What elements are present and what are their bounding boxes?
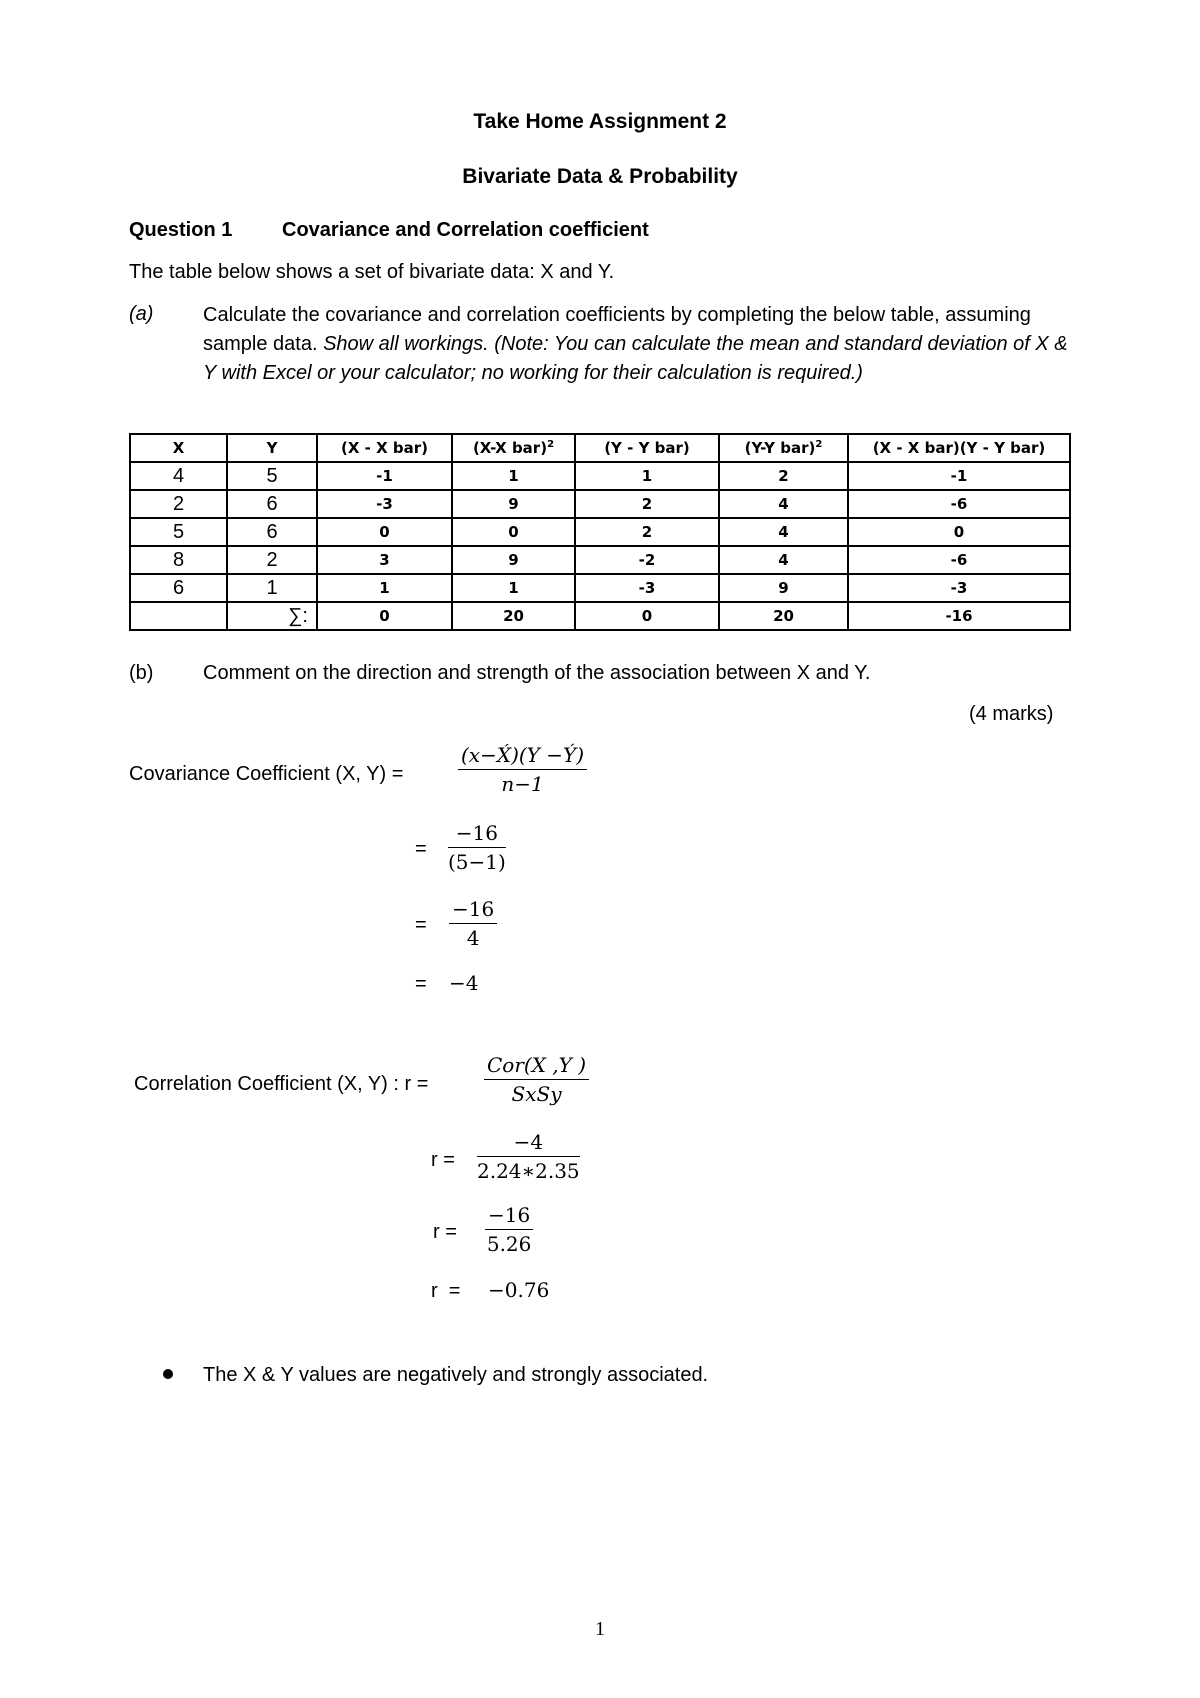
covariance-step2-numerator: −16 (449, 897, 497, 924)
part-b-text: Comment on the direction and strength of the association between X and Y. (203, 662, 871, 684)
cell-y-dev: -2 (575, 546, 719, 574)
cell-x-dev: 3 (317, 546, 452, 574)
table-row (130, 490, 1070, 518)
sum-label: ∑: (227, 602, 317, 630)
covariance-step1 (448, 821, 506, 874)
header-x-dev-sq: (X-X bar)$^2$ (452, 434, 575, 462)
correlation-formula (484, 1053, 589, 1106)
table-row (130, 518, 1070, 546)
r-label: r = (433, 1221, 457, 1243)
cell-x-dev: 0 (317, 518, 452, 546)
cell-xy-product: -6 (848, 546, 1070, 574)
cell-x: 5 (130, 518, 227, 546)
covariance-formula-numerator: (x−X́)(Y −Ý) (458, 743, 587, 770)
covariance-result: −4 (449, 971, 479, 995)
cell-y: 5 (227, 462, 317, 490)
cell-x-dev-sq: 9 (452, 546, 575, 574)
cell-xy-product: -3 (848, 574, 1070, 602)
covariance-step1-numerator: −16 (448, 821, 506, 848)
correlation-step2 (485, 1203, 533, 1256)
header-xy-product: (X - X bar)(Y - Y bar) (848, 434, 1070, 462)
covariance-step1-denominator: (5−1) (448, 850, 506, 874)
header-x-dev: (X - X bar) (317, 434, 452, 462)
sum-x-dev: 0 (317, 602, 452, 630)
covariance-formula (458, 743, 587, 796)
cell-x-dev-sq: 0 (452, 518, 575, 546)
r-result-label: r = (431, 1280, 461, 1302)
cell-y-dev: -3 (575, 574, 719, 602)
correlation-formula-numerator: Cor(X ,Y ) (484, 1053, 589, 1080)
equals-sign: = (415, 914, 427, 936)
cell-xy-product: -1 (848, 462, 1070, 490)
table-row (130, 462, 1070, 490)
conclusion-text: The X & Y values are negatively and strongly associated. (203, 1364, 709, 1386)
sum-x-dev-sq: 20 (452, 602, 575, 630)
cell-y-dev: 1 (575, 462, 719, 490)
cell-x: 2 (130, 490, 227, 518)
correlation-step1-numerator: −4 (477, 1130, 580, 1157)
cell-y-dev-sq: 9 (719, 574, 848, 602)
bullet-icon (163, 1369, 173, 1379)
cell-y: 6 (227, 518, 317, 546)
correlation-formula-denominator: SxSy (511, 1082, 562, 1106)
covariance-step2-denominator: 4 (466, 926, 480, 950)
part-a-text: Calculate the covariance and correlation coefficients by completing the below table, assuming sample data. (203, 304, 1031, 355)
cell-y-dev-sq: 4 (719, 490, 848, 518)
cell-y-dev-sq: 2 (719, 462, 848, 490)
equals-sign: = (415, 838, 427, 860)
sum-empty-cell (130, 602, 227, 630)
cell-y-dev: 2 (575, 490, 719, 518)
correlation-step2-numerator: −16 (485, 1203, 533, 1230)
cell-x-dev: -1 (317, 462, 452, 490)
sum-y-dev-sq: 20 (719, 602, 848, 630)
part-b-label: (b) (129, 662, 154, 684)
table-sum-row (130, 602, 1070, 630)
cell-y: 1 (227, 574, 317, 602)
cell-xy-product: 0 (848, 518, 1070, 546)
cell-x-dev: 1 (317, 574, 452, 602)
part-a-label: (a) (129, 303, 154, 325)
header-y: Y (227, 434, 317, 462)
cell-y: 6 (227, 490, 317, 518)
marks-label: (4 marks) (969, 703, 1054, 725)
covariance-label: Covariance Coefficient (X, Y) = (129, 763, 404, 785)
correlation-step2-denominator: 5.26 (486, 1232, 532, 1256)
correlation-result: −0.76 (488, 1278, 550, 1302)
table-row (130, 546, 1070, 574)
equals-sign: = (415, 973, 427, 995)
table-row (130, 574, 1070, 602)
question-intro: The table below shows a set of bivariate data: X and Y. (129, 261, 615, 283)
correlation-label: Correlation Coefficient (X, Y) : r = (134, 1073, 429, 1095)
cell-x-dev-sq: 1 (452, 462, 575, 490)
question-label: Question 1 (129, 219, 233, 241)
question-heading: Covariance and Correlation coefficient (282, 219, 649, 241)
cell-x-dev-sq: 1 (452, 574, 575, 602)
covariance-step2 (449, 897, 497, 950)
sum-y-dev: 0 (575, 602, 719, 630)
cell-y-dev-sq: 4 (719, 546, 848, 574)
sum-xy-product: -16 (848, 602, 1070, 630)
cell-x: 6 (130, 574, 227, 602)
table-header-row (130, 434, 1070, 462)
cell-y-dev: 2 (575, 518, 719, 546)
cell-xy-product: -6 (848, 490, 1070, 518)
bivariate-data-table (129, 433, 1071, 631)
header-y-dev: (Y - Y bar) (575, 434, 719, 462)
document-subtitle: Bivariate Data & Probability (462, 165, 738, 188)
document-title: Take Home Assignment 2 (473, 110, 727, 133)
cell-y: 2 (227, 546, 317, 574)
cell-x: 8 (130, 546, 227, 574)
correlation-step1 (477, 1130, 580, 1183)
part-a-italic-note: Show all workings. (Note: You can calculate the mean and standard deviation of X & Y with Excel or your calculator; no working for their calculation is required.) (203, 333, 1068, 384)
cell-x: 4 (130, 462, 227, 490)
part-a-paragraph (203, 301, 1083, 388)
header-x: X (130, 434, 227, 462)
cell-x-dev-sq: 9 (452, 490, 575, 518)
cell-x-dev: -3 (317, 490, 452, 518)
page-number: 1 (595, 1618, 605, 1640)
correlation-step1-denominator: 2.24∗2.35 (477, 1159, 580, 1183)
cell-y-dev-sq: 4 (719, 518, 848, 546)
header-y-dev-sq: (Y-Y bar)$^2$ (719, 434, 848, 462)
r-label: r = (431, 1149, 455, 1171)
covariance-formula-denominator: n−1 (501, 772, 544, 796)
